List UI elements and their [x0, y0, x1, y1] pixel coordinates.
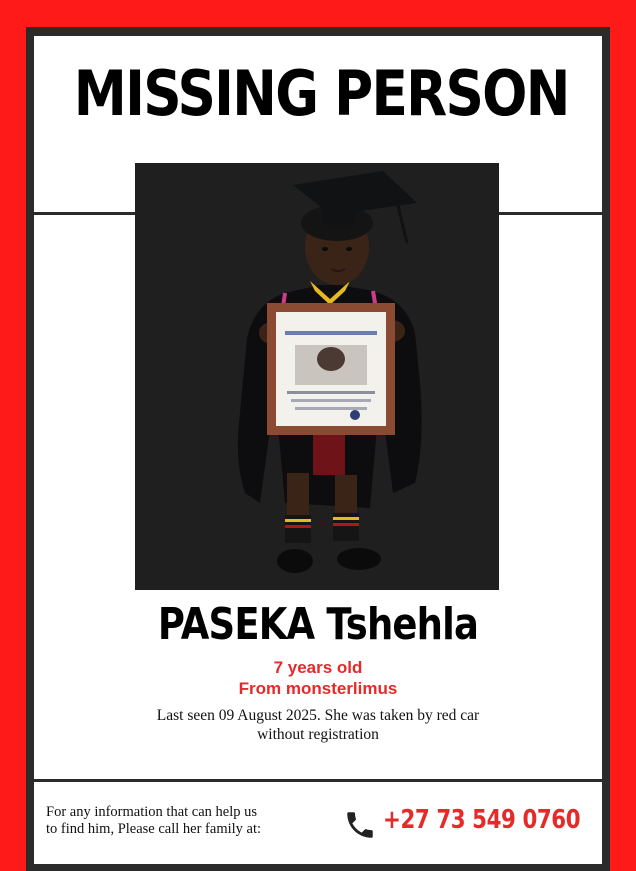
last-seen-line-1: Last seen 09 August 2025. She was taken by red car [156, 707, 480, 724]
phone-icon [343, 808, 377, 842]
contact-phone-number[interactable]: +27 73 549 0760 [383, 805, 581, 835]
person-age: 7 years old [273, 658, 363, 677]
contact-line-2: to find him, Please call her family at: [46, 821, 262, 837]
contact-instructions [46, 804, 336, 838]
poster-panel [34, 36, 602, 864]
divider-bottom [34, 779, 602, 782]
last-seen-text [34, 706, 602, 744]
missing-person-photo [135, 163, 499, 590]
person-origin: From monsterlimus [238, 679, 398, 698]
poster-frame [26, 27, 610, 871]
contact-line-1: For any information that can help us [46, 804, 258, 820]
person-name: PASEKA Tshehla [157, 599, 479, 650]
last-seen-line-2: without registration [257, 726, 379, 743]
poster-headline: MISSING PERSON [73, 57, 569, 130]
